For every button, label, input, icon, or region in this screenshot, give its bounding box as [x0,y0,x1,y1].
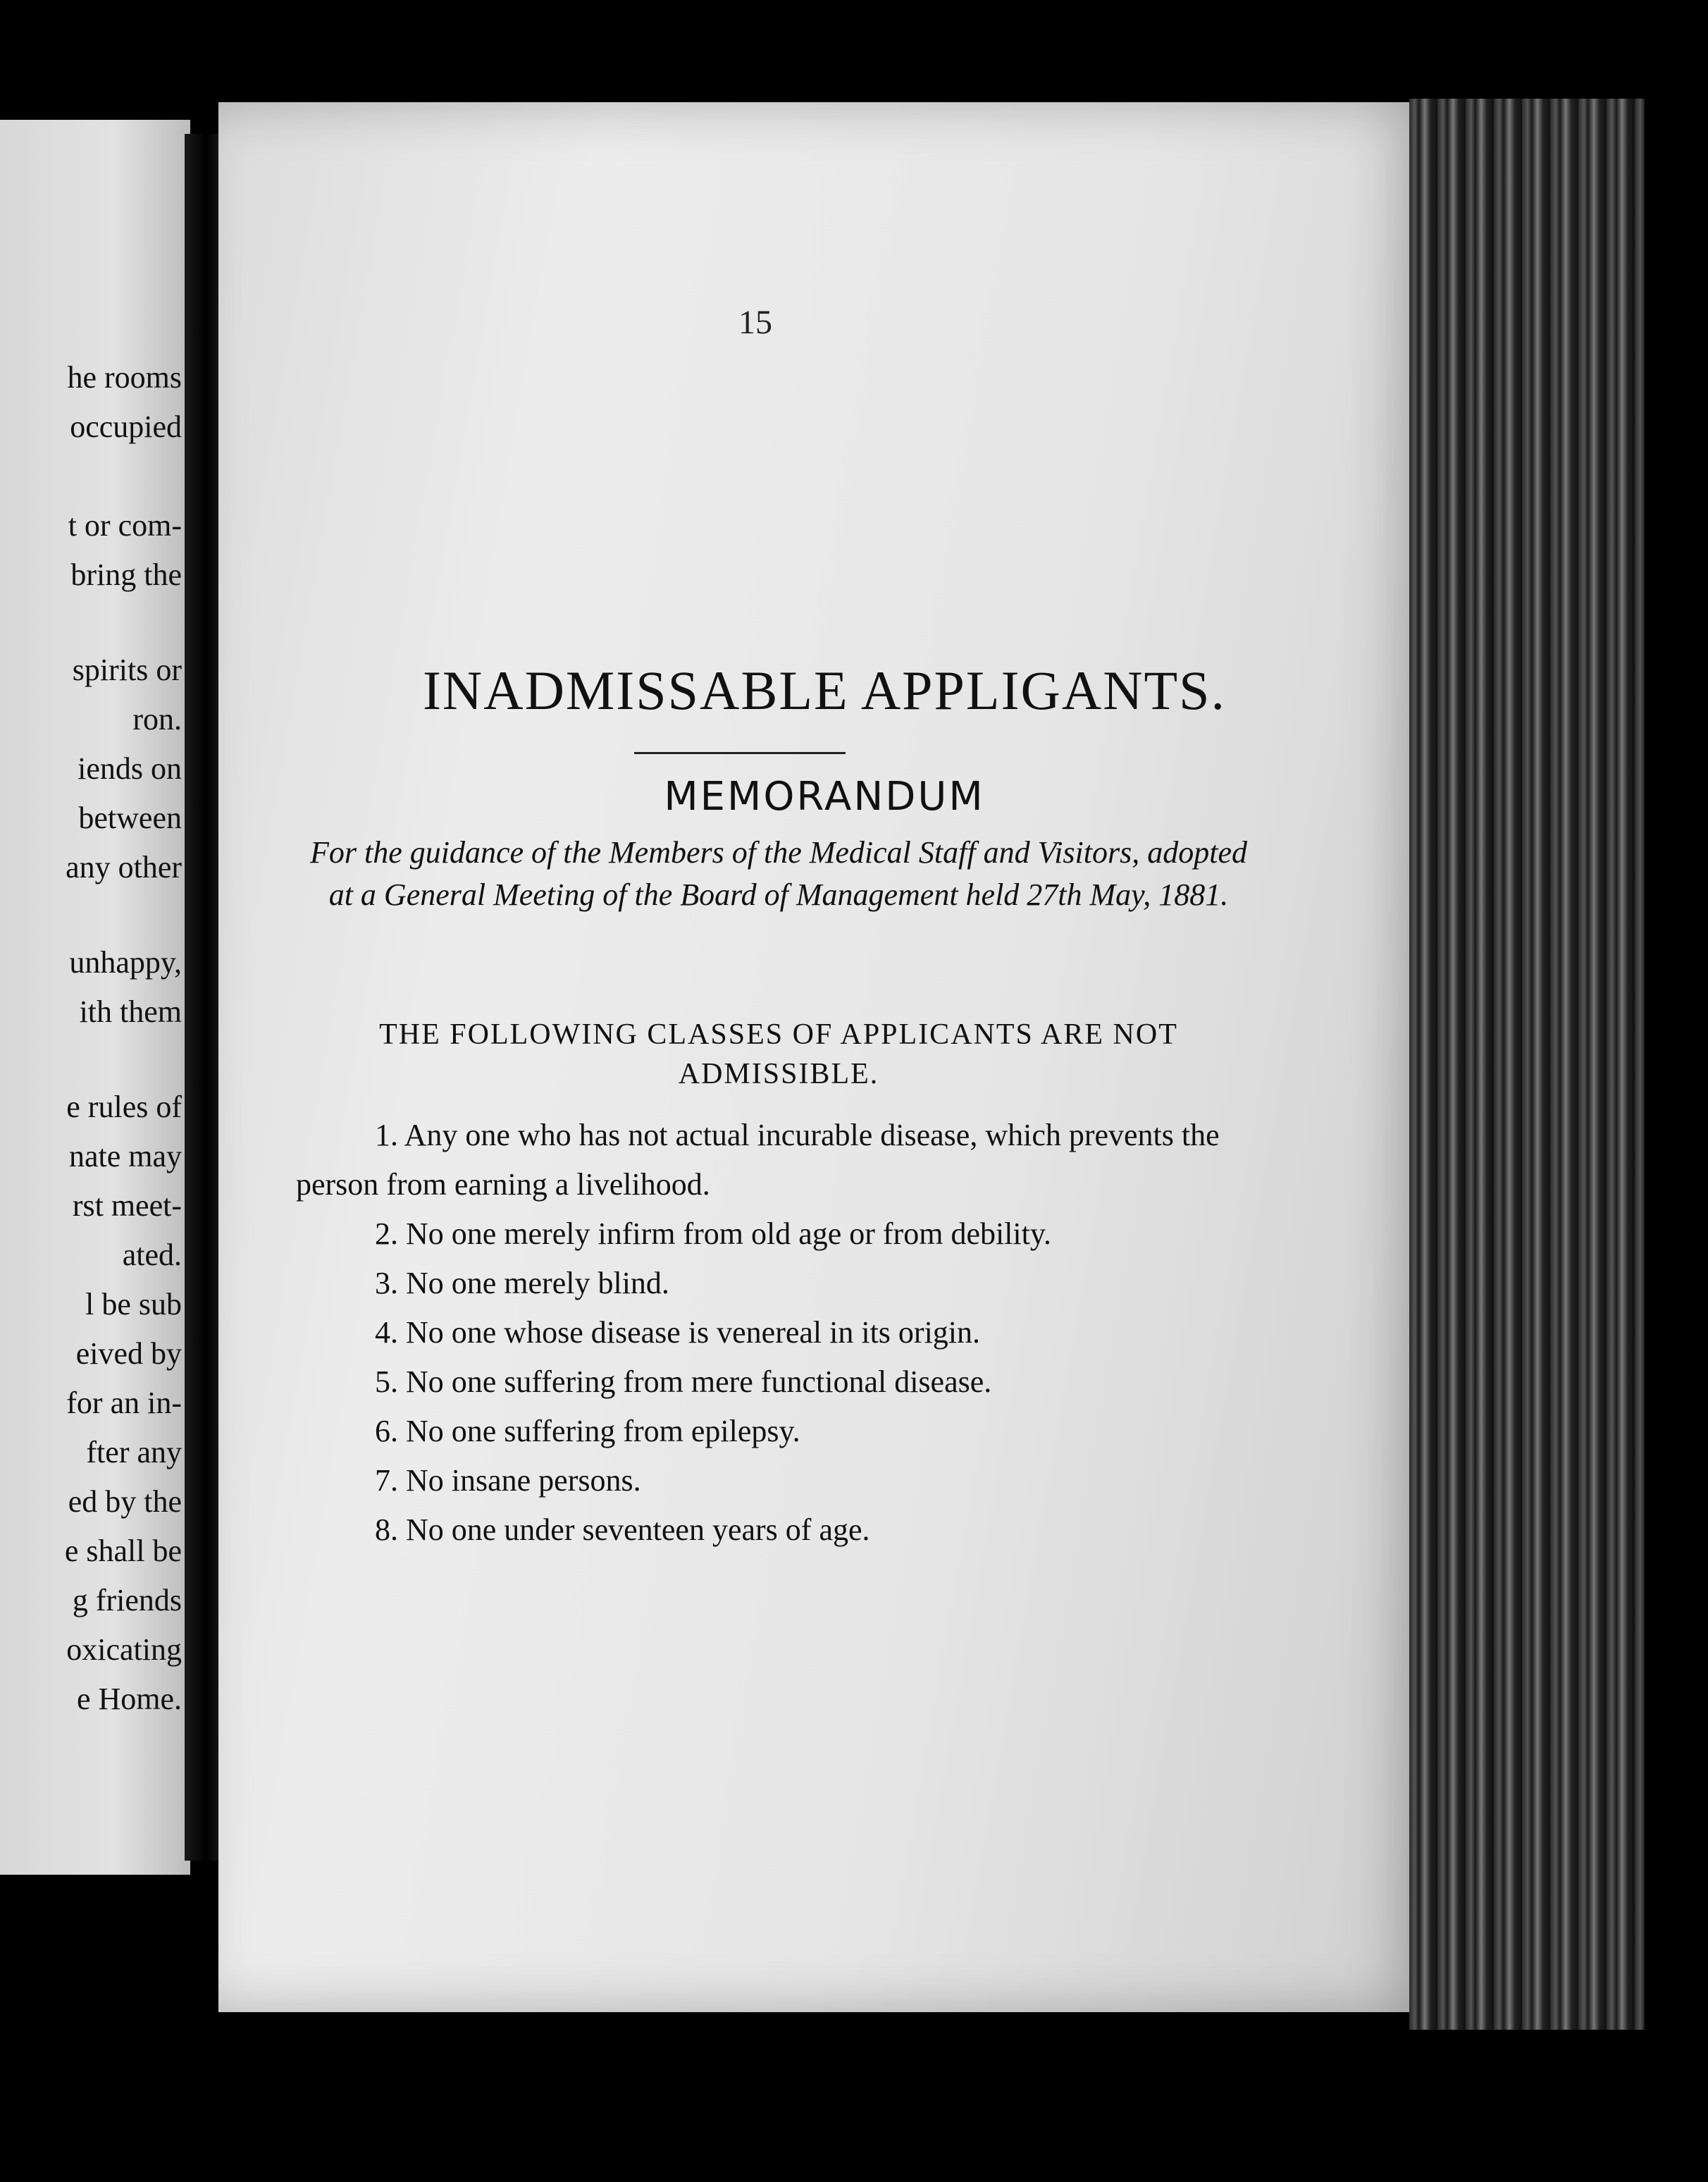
left-page-line: unhappy, [69,945,182,980]
list-item: 2. No one merely infirm from old age or from debility. [375,1216,1052,1251]
list-item: 8. No one under seventeen years of age. [375,1512,870,1547]
list-item: 5. No one suffering from mere functional disease. [375,1364,992,1399]
page-heading: INADMISSABLE APPLIGANTS. [422,660,1227,721]
list-item: 1. Any one who has not actual incurable disease, which prevents the person from earning a livelihood. [296,1118,1220,1202]
left-page-line: spirits or [72,653,182,687]
left-page-line: e shall be [64,1534,182,1568]
left-page-line: iends on [78,751,182,786]
left-page-line: any other [66,850,182,884]
page-number: 15 [738,304,772,341]
inadmissible-list [296,1111,1268,1555]
left-page-line: ith them [79,994,182,1029]
left-page-line: for an in- [66,1386,182,1420]
list-item: 4. No one whose disease is venereal in its origin. [375,1315,981,1350]
left-page-line: he rooms [67,360,182,395]
left-page-line: e Home. [76,1682,182,1716]
page-edges [1409,99,1708,2030]
left-page-line: g friends [72,1583,182,1617]
left-page-line: ated. [122,1238,182,1272]
left-page-line: rst meet- [72,1188,182,1223]
list-item: 6. No one suffering from epilepsy. [375,1414,800,1448]
left-page-line: occupied [70,409,182,444]
list-item: 3. No one merely blind. [375,1266,669,1300]
left-page-line: t or com- [68,508,182,543]
left-page-line: nate may [68,1139,182,1173]
left-page [0,120,190,1875]
memorandum-heading: MEMORANDUM [664,774,985,820]
memorandum-intro: For the guidance of the Members of the Medical Staff and Visitors, adopted at a General Meeting of the Board of Management held 27th May, 1881. [310,835,1247,912]
left-page-line: ron. [132,702,182,736]
left-page-line: fter any [86,1435,182,1469]
left-page-line: oxicating [66,1632,182,1667]
left-page-line: e rules of [66,1090,182,1124]
left-page-line: ed by the [68,1484,182,1519]
left-page-line: bring the [70,557,182,592]
classes-heading: THE FOLLOWING CLASSES OF APPLICANTS ARE NOT ADMISSIBLE. [379,1018,1178,1090]
heading-rule [634,752,846,754]
left-page-line: l be sub [85,1287,182,1321]
left-page-line: between [78,801,182,835]
left-page-line: eived by [75,1336,182,1371]
list-item: 7. No insane persons. [375,1463,641,1498]
